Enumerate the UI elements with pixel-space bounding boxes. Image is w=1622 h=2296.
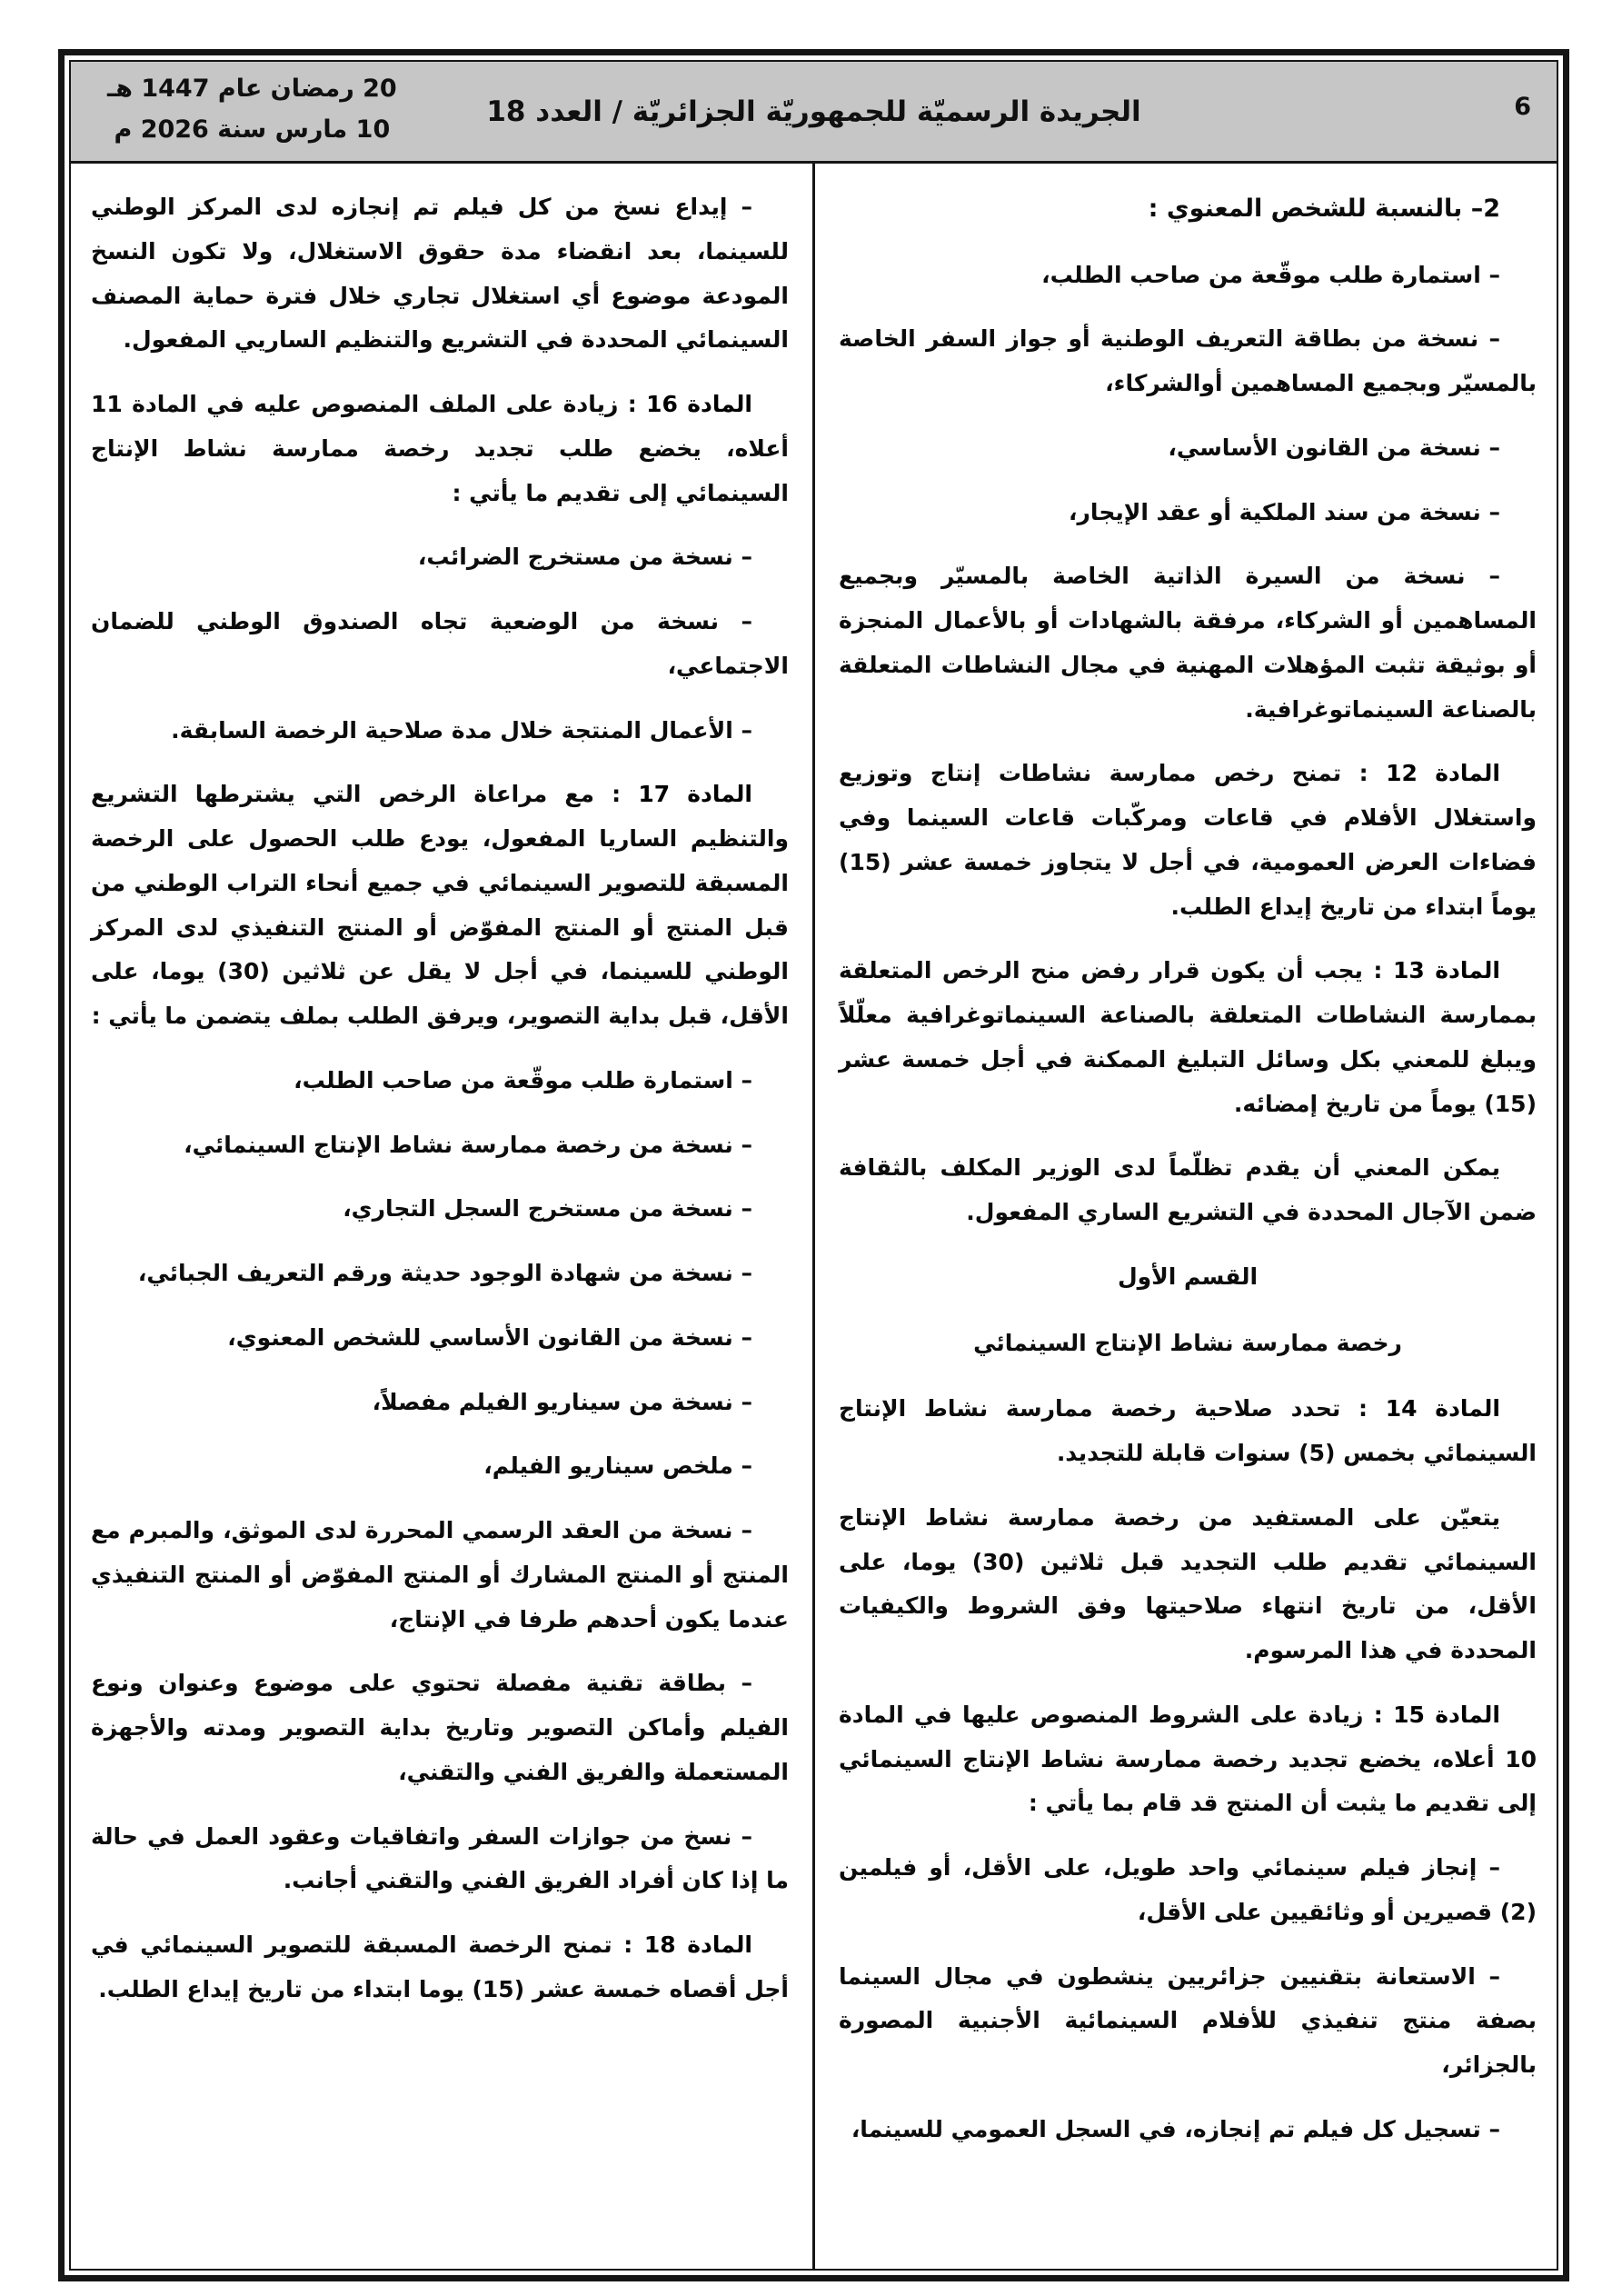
column-right	[815, 164, 1544, 2269]
article-paragraph: المادة 16 : زيادة على الملف المنصوص عليه في المادة 11 أعلاه، يخضع طلب تجديد رخصة ممارسة نشاط الإنتاج السينمائي إلى تقديم ما يأتي :	[91, 391, 789, 506]
paragraph: – نسخة من سيناريو الفيلم مفصلاً،	[372, 1388, 752, 1415]
paragraph: – الأعمال المنتجة خلال مدة صلاحية الرخصة السابقة.	[171, 716, 752, 744]
article-paragraph: المادة 18 : تمنح الرخصة المسبقة للتصوير السينمائي في أجل أقصاه خمسة عشر (15) يوما ابتداء من تاريخ إيداع الطلب.	[91, 1932, 789, 2002]
paragraph: يتعيّن على المستفيد من رخصة ممارسة نشاط الإنتاج السينمائي تقديم طلب التجديد قبل ثلاثين (30) يوما، على الأقل، من تاريخ انتهاء صلاحيتها وفق الشروط والكيفيات المحددة في هذا المرسوم.	[839, 1503, 1537, 1664]
page-frame	[58, 49, 1569, 2281]
article-label: المادة 18	[643, 1932, 752, 1958]
paragraph: – تسجيل كل فيلم تم إنجازه، في السجل العمومي للسينما،	[851, 2115, 1500, 2142]
paragraph: – نسخة من شهادة الوجود حديثة ورقم التعريف الجبائي،	[137, 1260, 752, 1286]
date-hijri: 20 رمضان عام 1447 هـ	[107, 75, 397, 103]
paragraph: – نسخة من مستخرج السجل التجاري،	[343, 1195, 752, 1223]
paragraph: – نسخة من القانون الأساسي،	[1168, 434, 1500, 461]
article-paragraph: المادة 14 : تحدد صلاحية رخصة ممارسة نشاط الإنتاج السينمائي بخمس (5) سنوات قابلة للتجديد.	[839, 1395, 1537, 1467]
paragraph: – إنجاز فيلم سينمائي واحد طويل، على الأقل، أو فيلمين (2) قصيرين أو وثائقيين على الأقل،	[839, 1854, 1537, 1925]
page-frame-inner	[69, 60, 1558, 2271]
page-number: 6	[1514, 93, 1531, 121]
paragraph: – نسخة من العقد الرسمي المحررة لدى الموثق، والمبرم مع المنتج أو المنتج المشارك أو المنتج المفوّض أو المنتج التنفيذي عندما يكون أحدهم طرفا في الإنتاج،	[91, 1517, 789, 1632]
journal-title: الجريدة الرسميّة للجمهوريّة الجزائريّة / العدد 18	[486, 95, 1141, 128]
paragraph: يمكن المعني أن يقدم تظلّماً لدى الوزير المكلف بالثقافة ضمن الآجال المحددة في التشريع الساري المفعول.	[839, 1154, 1537, 1226]
paragraph: – نسخة من القانون الأساسي للشخص المعنوي،	[227, 1323, 752, 1351]
page-content	[71, 164, 1557, 2269]
sub-heading: 2– بالنسبة للشخص المعنوي :	[1148, 195, 1500, 223]
article-label: المادة 16	[646, 391, 752, 417]
paragraph: – نسخة من بطاقة التعريف الوطنية أو جواز السفر الخاصة بالمسيّر وبجميع المساهمين أوالشركاء،	[839, 325, 1537, 397]
paragraph: – نسخة من سند الملكية أو عقد الإيجار،	[1069, 498, 1500, 525]
paragraph: – نسخ من جوازات السفر واتفاقيات وعقود العمل في حالة ما إذا كان أفراد الفريق الفني والتقني أجانب.	[91, 1822, 789, 1894]
paragraph: – نسخة من الوضعية تجاه الصندوق الوطني للضمان الاجتماعي،	[91, 608, 789, 679]
paragraph: – نسخة من السيرة الذاتية الخاصة بالمسيّر وبجميع المساهمين أو الشركاء، مرفقة بالشهادات أو بالأعمال المنجزة أو بوثيقة تثبت المؤهلات المهنية في مجال النشاطات المتعلقة بالصناعة السينماتوغرافية.	[839, 563, 1537, 723]
article-paragraph: المادة 13 : يجب أن يكون قرار رفض منح الرخص المتعلقة بممارسة النشاطات المتعلقة بالصناعة السينماتوغرافية معلّلاً ويبلغ للمعني بكل وسائل التبليغ الممكنة في أجل خمسة عشر (15) يوماً من تاريخ إمضائه.	[839, 957, 1537, 1117]
section-heading: القسم الأول	[1117, 1263, 1259, 1290]
article-paragraph: المادة 17 : مع مراعاة الرخص التي يشترطها التشريع والتنظيم الساريا المفعول، يودع طلب الحصول على الرخصة المسبقة للتصوير السينمائي في جميع أنحاء التراب الوطني من قبل المنتج أو المنتج المفوّض أو المنتج التنفيذي لدى المركز الوطني للسينما، في أجل لا يقل عن ثلاثين (30) يوما، على الأقل، قبل بداية التصوير، ويرفق الطلب بملف يتضمن ما يأتي :	[91, 781, 789, 1029]
article-label: المادة 17	[638, 781, 752, 808]
article-label: المادة 13	[1392, 957, 1500, 984]
paragraph: – إيداع نسخ من كل فيلم تم إنجازه لدى المركز الوطني للسينما، بعد انقضاء مدة حقوق الاستغلال، ولا تكون النسخ المودعة موضوع أي استغلال تجاري خلال فترة حماية المصنف السينمائي المحددة في التشريع والتنظيم الساريي المفعول.	[91, 194, 789, 354]
paragraph: – نسخة من رخصة ممارسة نشاط الإنتاج السينمائي،	[184, 1131, 752, 1158]
paragraph: – استمارة طلب موقّعة من صاحب الطلب،	[1041, 261, 1500, 288]
article-label: المادة 12	[1386, 760, 1500, 787]
article-paragraph: المادة 12 : تمنح رخص ممارسة نشاطات إنتاج وتوزيع واستغلال الأفلام في قاعات ومركّبات قاعات السينما وفي فضاءات العرض العمومية، في أجل لا يتجاوز خمسة عشر (15) يوماً ابتداء من تاريخ إيداع الطلب.	[839, 760, 1537, 920]
article-label: المادة 14	[1385, 1395, 1501, 1423]
article-paragraph: المادة 15 : زيادة على الشروط المنصوص عليها في المادة 10 أعلاه، يخضع تجديد رخصة ممارسة نشاط الإنتاج السينمائي إلى تقديم ما يثبت أن المنتج قد قام بما يأتي :	[839, 1701, 1537, 1817]
column-left	[84, 164, 812, 2269]
paragraph: – الاستعانة بتقنيين جزائريين ينشطون في مجال السينما بصفة منتج تنفيذي للأفلام السينمائية الأجنبية المصورة بالجزائر،	[839, 1962, 1537, 2079]
section-heading: رخصة ممارسة نشاط الإنتاج السينمائي	[973, 1329, 1402, 1356]
date-gregorian: 10 مارس سنة 2026 م	[114, 115, 391, 144]
header-bar	[71, 62, 1557, 164]
paragraph: – ملخص سيناريو الفيلم،	[483, 1452, 752, 1480]
article-label: المادة 15	[1393, 1701, 1500, 1728]
paragraph: – بطاقة تقنية مفصلة تحتوي على موضوع وعنوان ونوع الفيلم وأماكن التصوير وتاريخ بداية التصوير ومدته والأجهزة المستعملة والفريق الفني والتقني،	[91, 1670, 789, 1785]
paragraph: – نسخة من مستخرج الضرائب،	[417, 544, 752, 571]
paragraph: – استمارة طلب موقّعة من صاحب الطلب،	[294, 1066, 752, 1093]
